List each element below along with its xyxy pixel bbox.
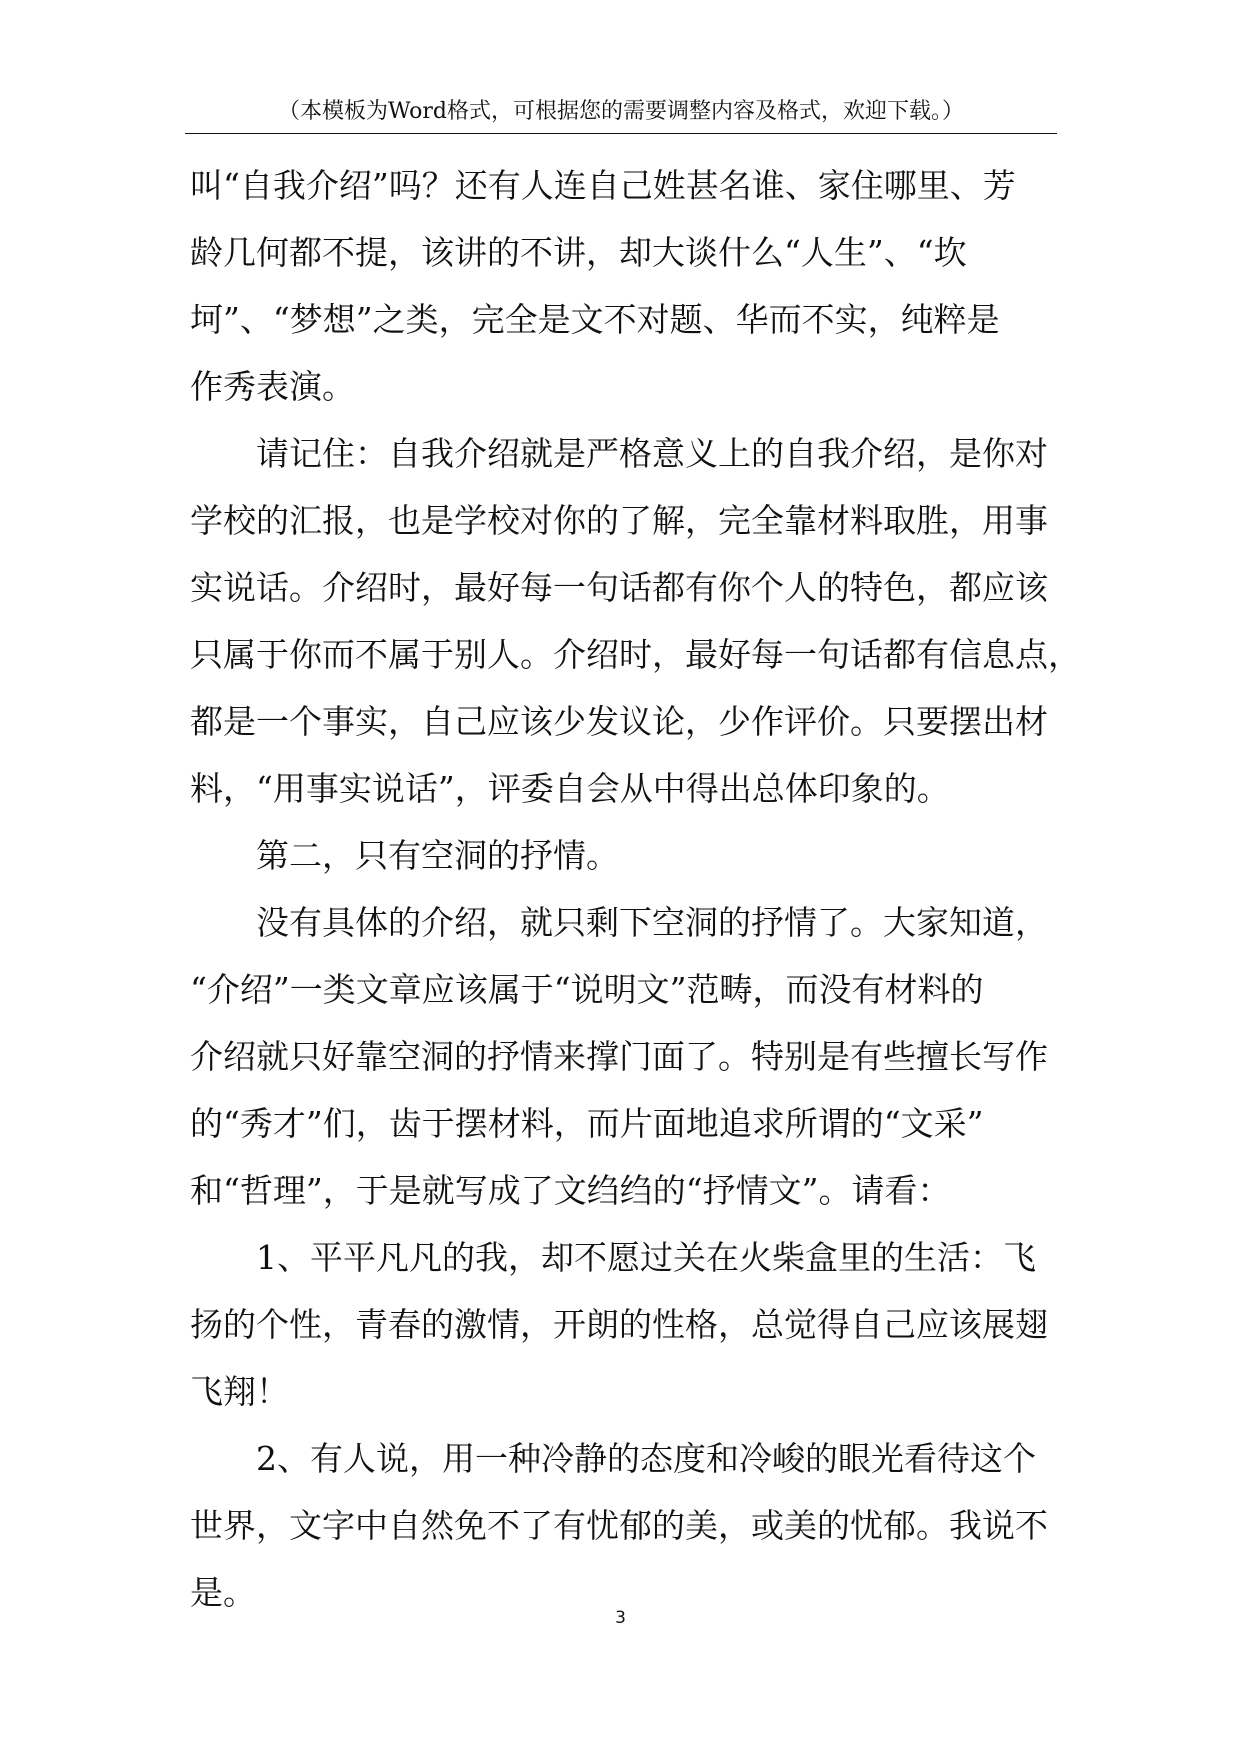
template-notice: （本模板为Word格式，可根据您的需要调整内容及格式，欢迎下载。） (278, 99, 964, 124)
text-line: 和“哲理”，于是就写成了文绉绉的“抒情文”。请看： (190, 1171, 951, 1210)
text-line: 1、平平凡凡的我，却不愿过关在火柴盒里的生活：飞 (256, 1238, 1036, 1277)
text-line: 请记住：自我介绍就是严格意义上的自我介绍，是你对 (256, 434, 1048, 473)
text-line: 实说话。介绍时，最好每一句话都有你个人的特色，都应该 (190, 568, 1048, 607)
text-line: 叫“自我介绍”吗？还有人连自己姓甚名谁、家住哪里、芳 (190, 166, 1016, 205)
text-line: 只属于你而不属于别人。介绍时，最好每一句话都有信息点， (190, 635, 1081, 674)
text-line: 介绍就只好靠空洞的抒情来撑门面了。特别是有些擅长写作 (190, 1037, 1048, 1076)
text-line: 都是一个事实，自己应该少发议论，少作评价。只要摆出材 (190, 702, 1048, 741)
paragraph-3-heading (190, 822, 1052, 889)
text-line: “介绍”一类文章应该属于“说明文”范畴，而没有材料的 (190, 970, 984, 1009)
text-line: 坷”、“梦想”之类，完全是文不对题、华而不实，纯粹是 (190, 300, 1000, 339)
text-line: 扬的个性，青春的激情，开朗的性格，总觉得自己应该展翅 (190, 1305, 1048, 1344)
text-line: 没有具体的介绍，就只剩下空洞的抒情了。大家知道， (256, 903, 1048, 942)
document-body (190, 152, 1081, 1626)
paragraph-4 (190, 889, 1052, 1224)
text-line: 是。 (190, 1573, 256, 1612)
text-line: 学校的汇报，也是学校对你的了解，完全靠材料取胜，用事 (190, 501, 1048, 540)
paragraph-1 (190, 152, 1052, 420)
page-number: 3 (615, 1608, 626, 1628)
text-line: 飞翔！ (190, 1372, 289, 1411)
page-header (185, 97, 1057, 134)
text-line: 作秀表演。 (190, 367, 355, 406)
text-line: 龄几何都不提，该讲的不讲，却大谈什么“人生”、“坎 (190, 233, 967, 272)
paragraph-6-example-2 (190, 1425, 1052, 1626)
text-line: 2、有人说，用一种冷静的态度和冷峻的眼光看待这个 (256, 1439, 1036, 1478)
text-line: 世界，文字中自然免不了有忧郁的美，或美的忧郁。我说不 (190, 1506, 1048, 1545)
paragraph-2 (190, 420, 1081, 822)
text-line: 的“秀才”们，齿于摆材料，而片面地追求所谓的“文采” (190, 1104, 984, 1143)
text-line: 第二，只有空洞的抒情。 (256, 836, 619, 875)
paragraph-5-example-1 (190, 1224, 1052, 1425)
text-line: 料，“用事实说话”，评委自会从中得出总体印象的。 (190, 769, 950, 808)
